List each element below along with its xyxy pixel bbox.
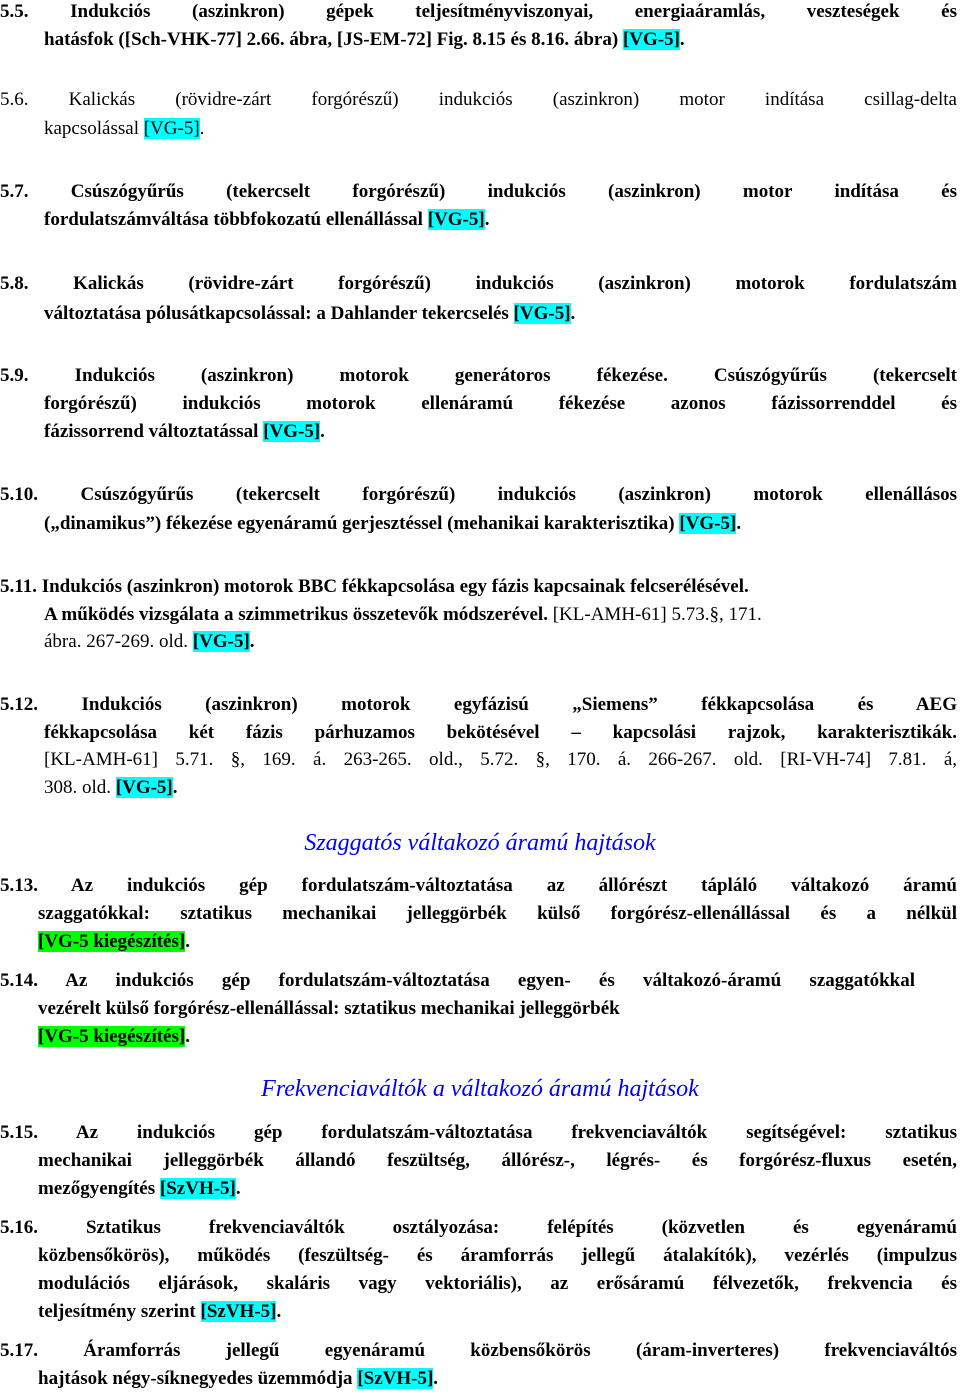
reference-highlight: [VG-5] — [427, 209, 485, 230]
section-5-11-text: A működés vizsgálata a szimmetrikus összetevők módszerével. — [44, 604, 553, 625]
section-5-6-period: . — [199, 118, 205, 139]
section-5-12-line-4 — [44, 777, 178, 799]
section-5-8-text: változtatása pólusátkapcsolással: a Dahlander tekercselés — [44, 303, 514, 324]
section-5-10-period: . — [736, 513, 742, 534]
section-5-13-period: . — [185, 931, 190, 952]
reference-highlight: [VG-5] — [622, 29, 680, 50]
section-5-5-period: . — [679, 29, 685, 50]
section-5-16-line-3: modulációs eljárások, skaláris vagy vektoriális), az erősáramú félvezetők, frekvencia és — [38, 1273, 957, 1294]
section-5-15-line-3 — [38, 1178, 241, 1200]
section-5-11-line-3 — [44, 631, 255, 653]
section-5-8-period: . — [570, 303, 576, 324]
reference-highlight: [SzVH-5] — [159, 1178, 236, 1199]
section-5-16-line-1: 5.16. Sztatikus frekvenciaváltók osztályozása: felépítés (közvetlen és egyenáramú — [0, 1217, 957, 1238]
reference-highlight: [VG-5 kiegészítés] — [38, 1026, 186, 1047]
section-5-13-line-1: 5.13. Az indukciós gép fordulatszám-változtatása az állórészt tápláló váltakozó áramú — [0, 875, 957, 896]
section-5-5-line-2 — [44, 29, 685, 51]
section-5-12-citation: 308. old. — [44, 777, 116, 798]
section-5-6-text: kapcsolással — [44, 118, 144, 139]
section-5-17-period: . — [433, 1368, 439, 1389]
section-5-6-line-1: 5.6. Kalickás (rövidre-zárt forgórészű) indukciós (aszinkron) motor indítása csillag-delta — [0, 89, 957, 110]
reference-highlight: [VG-5] — [115, 777, 173, 798]
section-5-9-text: fázissorrend változtatással — [44, 421, 264, 442]
reference-highlight: [VG-5] — [513, 303, 571, 324]
section-heading-frequency-converters: Frekvenciaváltók a váltakozó áramú hajtások — [261, 1076, 699, 1102]
section-5-11-period: . — [249, 631, 255, 652]
section-5-16-line-2: közbensőkörös), működés (feszültség- és áramforrás jellegű átalakítók), vezérlés (impulzus — [38, 1245, 957, 1266]
section-5-10-text: („dinamikus”) fékezése egyenáramú gerjesztéssel (mehanikai karakterisztika) — [44, 513, 680, 534]
section-5-15-line-1: 5.15. Az indukciós gép fordulatszám-változtatása frekvenciaváltók segítségével: sztatikus — [0, 1122, 957, 1143]
section-5-5-line-1: 5.5. Indukciós (aszinkron) gépek teljesítményviszonyai, energiaáramlás, veszteségek és — [0, 1, 957, 22]
section-5-15-line-2: mechanikai jelleggörbék állandó feszültség, állórész-, légrés- és forgórész-fluxus esetén, — [38, 1150, 957, 1171]
section-5-9-period: . — [320, 421, 325, 442]
section-5-12-line-3: [KL-AMH-61] 5.71. §, 169. á. 263-265. old., 5.72. §, 170. á. 266-267. old. [RI-VH-74] 7.81. á, — [44, 749, 957, 770]
reference-highlight: [VG-5] — [679, 513, 737, 534]
section-5-14-line-3 — [38, 1026, 190, 1048]
section-5-15-text: mezőgyengítés — [38, 1178, 160, 1199]
section-5-9-line-1: 5.9. Indukciós (aszinkron) motorok generátoros fékezése. Csúszógyűrűs (tekercselt — [0, 365, 957, 386]
section-5-16-period: . — [276, 1301, 282, 1322]
section-5-10-line-2 — [44, 513, 741, 535]
section-5-12-period: . — [172, 777, 178, 798]
section-5-14-period: . — [185, 1026, 190, 1047]
section-5-7-line-1: 5.7. Csúszógyűrűs (tekercselt forgórészű) indukciós (aszinkron) motor indítása és — [0, 181, 957, 202]
section-heading-choppers: Szaggatós váltakozó áramú hajtások — [304, 830, 656, 856]
reference-highlight: [VG-5] — [143, 118, 200, 139]
section-5-14-line-2: vezérelt külső forgórész-ellenállással: sztatikus mechanikai jelleggörbék — [38, 998, 620, 1019]
reference-highlight: [SzVH-5] — [200, 1301, 277, 1322]
section-5-16-text: teljesítmény szerint — [38, 1301, 201, 1322]
section-5-14-line-1: 5.14. Az indukciós gép fordulatszám-változtatása egyen- és váltakozó-áramú szaggatókkal — [0, 970, 915, 991]
section-5-7-line-2 — [44, 209, 489, 231]
section-5-7-text: fordulatszámváltása többfokozatú ellenállással — [44, 209, 428, 230]
reference-highlight: [SzVH-5] — [357, 1368, 434, 1389]
section-5-5-text: hatásfok ([Sch-VHK-77] 2.66. ábra, [JS-EM-72] Fig. 8.15 és 8.16. ábra) — [44, 29, 623, 50]
section-5-6-line-2 — [44, 118, 204, 140]
section-5-8-line-1: 5.8. Kalickás (rövidre-zárt forgórészű) indukciós (aszinkron) motorok fordulatszám — [0, 273, 957, 294]
section-5-17-line-1: 5.17. Áramforrás jellegű egyenáramú közbensőkörös (áram-inverteres) frekvenciaváltós — [0, 1340, 957, 1361]
section-5-11-citation: [KL-AMH-61] 5.73.§, 171. — [552, 604, 762, 625]
section-5-7-period: . — [484, 209, 490, 230]
section-5-16-line-4 — [38, 1301, 281, 1323]
section-5-17-text: hajtások négy-síknegyedes üzemmódja — [38, 1368, 358, 1389]
section-5-10-line-1: 5.10. Csúszógyűrűs (tekercselt forgórészű) indukciós (aszinkron) motorok ellenállásos — [0, 484, 957, 505]
section-5-12-line-1: 5.12. Indukciós (aszinkron) motorok egyfázisú „Siemens” fékkapcsolása és AEG — [0, 694, 957, 715]
section-5-8-line-2 — [44, 303, 575, 325]
reference-highlight: [VG-5] — [192, 631, 250, 652]
reference-highlight: [VG-5] — [263, 421, 321, 442]
section-5-11-line-2 — [44, 604, 762, 626]
reference-highlight: [VG-5 kiegészítés] — [38, 931, 186, 952]
section-5-15-period: . — [235, 1178, 241, 1199]
section-5-13-line-2: szaggatókkal: sztatikus mechanikai jelleggörbék külső forgórész-ellenállással és a nélkül — [38, 903, 957, 924]
section-5-11-citation-cont: ábra. 267-269. old. — [44, 631, 193, 652]
section-5-11-line-1: 5.11. Indukciós (aszinkron) motorok BBC fékkapcsolása egy fázis kapcsainak felcserélésével. — [0, 576, 749, 597]
section-5-17-line-2 — [38, 1368, 438, 1390]
section-5-9-line-3 — [44, 421, 325, 443]
section-5-12-line-2: fékkapcsolása két fázis párhuzamos bekötésével – kapcsolási rajzok, karakterisztikák. — [44, 722, 957, 743]
section-5-13-line-3 — [38, 931, 190, 953]
section-5-9-line-2: forgórészű) indukciós motorok ellenáramú fékezése azonos fázissorrenddel és — [44, 393, 957, 414]
